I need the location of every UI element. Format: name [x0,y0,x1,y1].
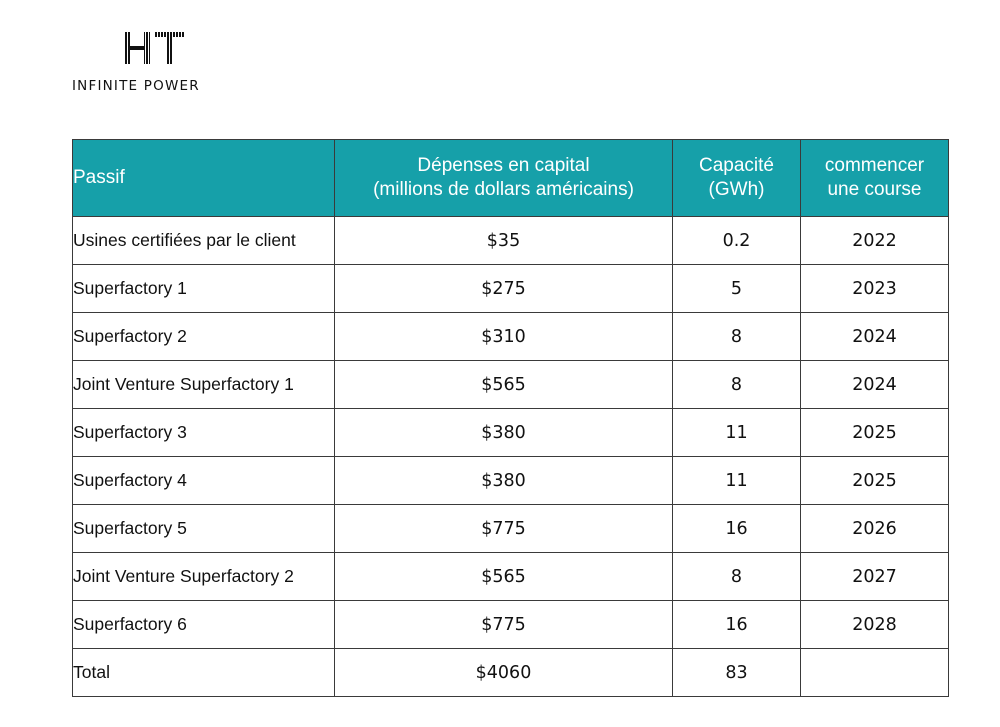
table-row [73,601,949,649]
row-capex: $775 [335,505,673,553]
table-row [73,313,949,361]
table-header-row [73,140,949,217]
row-start: 2025 [801,409,949,457]
row-start: 2026 [801,505,949,553]
row-name: Superfactory 5 [73,505,335,553]
row-name: Joint Venture Superfactory 2 [73,553,335,601]
row-capacity: 16 [673,601,801,649]
row-name: Superfactory 3 [73,409,335,457]
row-capex: $565 [335,553,673,601]
company-logo [72,30,237,96]
row-start: 2027 [801,553,949,601]
row-capex: $275 [335,265,673,313]
row-name: Joint Venture Superfactory 1 [73,361,335,409]
row-capacity: 8 [673,313,801,361]
row-name: Superfactory 4 [73,457,335,505]
header-capex: Dépenses en capital (millions de dollars américains) [335,140,673,217]
row-capacity: 0.2 [673,217,801,265]
logo-tagline: INFINITE POWER [72,78,200,94]
row-capex: $775 [335,601,673,649]
row-name: Superfactory 2 [73,313,335,361]
total-start [801,649,949,697]
row-start: 2023 [801,265,949,313]
table-row [73,265,949,313]
row-capex: $380 [335,409,673,457]
row-capacity: 8 [673,361,801,409]
row-name: Superfactory 6 [73,601,335,649]
row-name: Usines certifiées par le client [73,217,335,265]
total-row [73,649,949,697]
row-capex: $380 [335,457,673,505]
row-start: 2022 [801,217,949,265]
row-capacity: 16 [673,505,801,553]
row-capacity: 11 [673,457,801,505]
table-row [73,553,949,601]
row-capex: $35 [335,217,673,265]
row-name: Superfactory 1 [73,265,335,313]
table-row [73,217,949,265]
table-row [73,457,949,505]
row-start: 2025 [801,457,949,505]
row-capex: $310 [335,313,673,361]
header-liability: Passif [73,140,335,217]
row-capacity: 5 [673,265,801,313]
total-label: Total [73,649,335,697]
header-capacity: Capacité (GWh) [673,140,801,217]
row-start: 2028 [801,601,949,649]
table-row [73,361,949,409]
ht-logo-mark [122,30,186,66]
total-capex: $4060 [335,649,673,697]
header-start: commencer une course [801,140,949,217]
row-start: 2024 [801,361,949,409]
row-capacity: 8 [673,553,801,601]
table-row [73,505,949,553]
row-capex: $565 [335,361,673,409]
row-start: 2024 [801,313,949,361]
row-capacity: 11 [673,409,801,457]
table-row [73,409,949,457]
capex-table [72,139,949,697]
total-capacity: 83 [673,649,801,697]
